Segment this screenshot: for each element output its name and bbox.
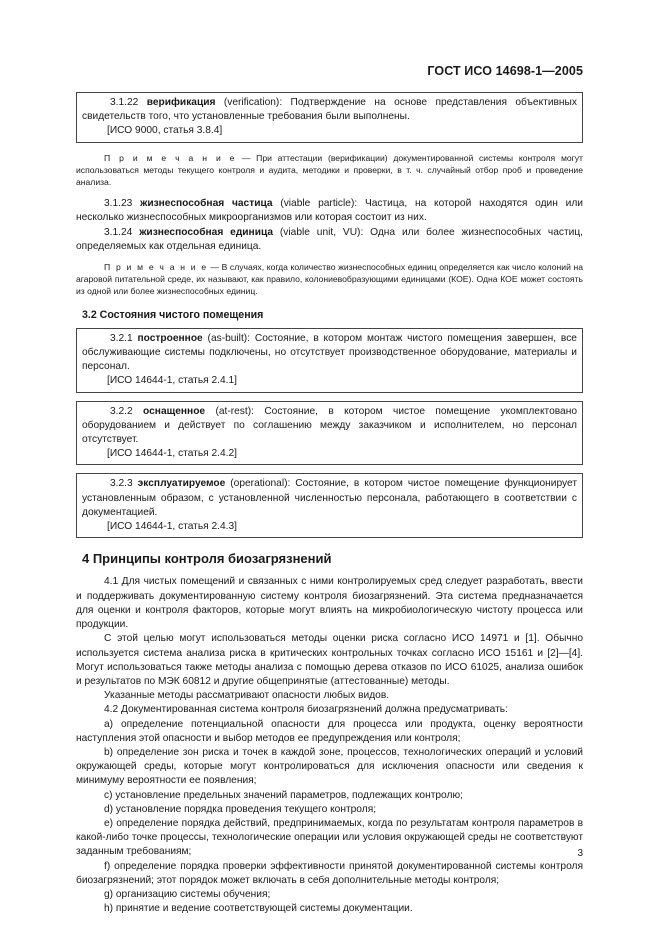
list-item-c: c) установление предельных значений параметров, подлежащих контролю; xyxy=(104,789,463,801)
term-name: жизнеспособная единица xyxy=(139,226,274,238)
term-name: построенное xyxy=(137,332,203,344)
note-viable-unit: П р и м е ч а н и е — В случаях, когда количество жизнеспособных единиц определяется как число колоний на агаровой питательной среде, их называют, как правило, колониевобразующими единицами (КОЕ). Одна КОЕ может состоять из одной или более жизнеспособных единиц. xyxy=(76,262,584,297)
term-reference: [ИСО 14644-1, статья 2.4.3] xyxy=(107,521,237,533)
term-3-2-2: 3.2.2 оснащенное (at-rest): Состояние, в котором чистое помещение укомплектовано оборудованием и действует по соглашению между заказчиком и исполнителем, но персонал отсутствует. xyxy=(82,405,578,446)
list-item-h: h) принятие и ведение соответствующей системы документации. xyxy=(104,903,413,915)
paragraph-4-1: 4.1 Для чистых помещений и связанных с ними контролируемых сред следует разработать, ввести и поддерживать документированную систему контроля биозагрязнений. Эта система предназначается для оценки и контроля факторов, которые могут влиять на микробиологическую чистоту процесса или продукции. xyxy=(76,576,583,631)
list-item-a: a) определение потенциальной опасности для процесса или продукта, оценку вероятности наступления этой опасности и выбор методов ее предупреждения или контроля; xyxy=(76,718,583,744)
list-item-g: g) организацию системы обучения; xyxy=(104,888,271,900)
list-item-d: d) установление порядка проведения текущего контроля; xyxy=(104,803,377,815)
paragraph-4-2: 4.2 Документированная система контроля биозагрязнений должна предусматривать: xyxy=(104,704,508,716)
list-item-f: f) определение порядка проверки эффективности принятой документированной системы контроля биозагрязнений; этот порядок может включать в себя дополнительные методы контроля; xyxy=(76,860,583,886)
term-name: оснащенное xyxy=(143,405,206,417)
list-item-e: e) определение порядка действий, предпринимаемых, когда по результатам контроля параметров в какой-либо точке процессы, технологические операции или условия окружающей среды не соответствуют заданным требованиям; xyxy=(76,817,583,858)
page-content xyxy=(76,92,583,916)
term-3-2-3: 3.2.3 эксплуатируемое (operational): Состояние, в котором чистое помещение функционирует установленным образом, с установленной численностью персонала, работающего в соответствии с документацией. xyxy=(82,478,577,518)
list-item-b: b) определение зон риска и точек в каждой зоне, процессов, технологических операций и условий окружающей среды, которые могут контролироваться для исключения опасности или сведения к минимуму вероятности ее появления; xyxy=(76,746,583,787)
term-box-as-built xyxy=(76,328,583,393)
term-reference: [ИСО 9000, статья 3.8.4] xyxy=(107,125,223,137)
term-name: жизнеспособная частица xyxy=(140,198,273,210)
page-number: 3 xyxy=(577,848,583,859)
paragraph-hazards: Указанные методы рассматривают опасности любых видов. xyxy=(104,690,390,702)
term-box-at-rest xyxy=(76,401,583,466)
term-reference: [ИСО 14644-1, статья 2.4.1] xyxy=(107,375,237,387)
subsection-heading-3-2: 3.2 Состояния чистого помещения xyxy=(82,308,264,321)
note-verification: П р и м е ч а н и е — При аттестации (верификации) документированной системы контроля могут использоваться методы текущего контроля и аудита, методики и проверки, в т. ч. случайный отбор проб и проведение анализа. xyxy=(76,152,583,188)
term-box-verification xyxy=(76,92,583,143)
section-heading-4: 4 Принципы контроля биозагрязнений xyxy=(82,551,332,567)
term-reference: [ИСО 14644-1, статья 2.4.2] xyxy=(107,448,237,460)
term-name: эксплуатируемое xyxy=(137,478,226,490)
term-3-2-1: 3.2.1 построенное (as-built): Состояние, в котором монтаж чистого помещения завершен, все обслуживающие системы подключены, но отсутствует производственное оборудование, материалы и персонал. xyxy=(82,332,577,373)
term-3-1-23: 3.1.23 жизнеспособная частица (viable particle): Частица, на которой находятся один или несколько жизнеспособных микроорганизмов или которая состоит из них. xyxy=(76,198,583,224)
term-3-1-24: 3.1.24 жизнеспособная единица (viable unit, VU): Одна или более жизнеспособных частиц, определяемых как отдельная единица. xyxy=(76,226,583,252)
paragraph-risk-methods: С этой целью могут использоваться методы оценки риска согласно ИСО 14971 и [1]. Обычно используется система анализа риска в критических контрольных точках согласно ИСО 15161 и [2]—[4]. Могут использоваться также методы анализа с помощью дерева отказов по ИСО 61025, анализа ошибок и результатов по МЭК 60812 и другие общепринятые (аттестованные) методы. xyxy=(76,633,583,687)
term-3-1-22: 3.1.22 верификация (verification): Подтверждение на основе представления объективных свидетельств того, что установленные требования были выполнены. xyxy=(82,97,577,123)
term-box-operational xyxy=(76,473,583,538)
term-name: верификация xyxy=(146,97,216,108)
document-header: ГОСТ ИСО 14698-1—2005 xyxy=(427,64,583,78)
